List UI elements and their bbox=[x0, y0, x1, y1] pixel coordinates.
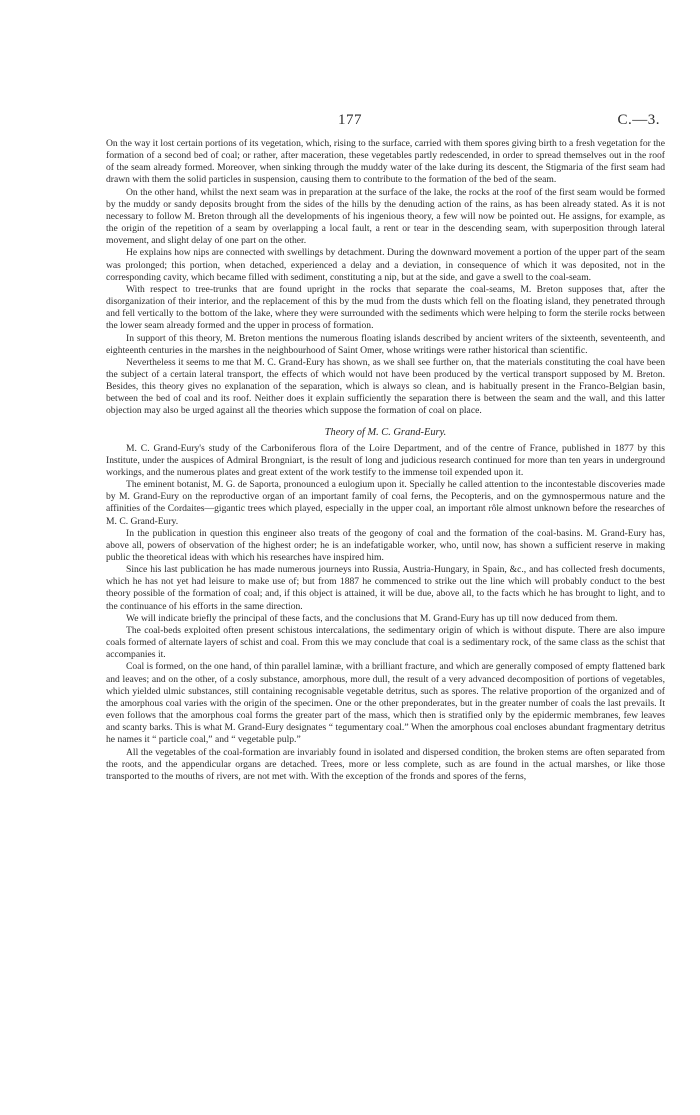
paragraph: Nevertheless it seems to me that M. C. Grand-Eury has shown, as we shall see further on, that the materials constituting the coal have been the subject of a certain lateral transport, the effects of which would not have been produced by the vertical transport supposed by M. Breton. Besides, this theory gives no explanation of the separation, which is always so clean, and is habitually present in the Franco-Belgian basin, between the bed of coal and its roof. Neither does it explain sufficiently the separation there is between the seam and the wall, and this latter objection may also be urged against all the theories which suppose the formation of coal on place. bbox=[106, 356, 665, 417]
paragraph: Coal is formed, on the one hand, of thin parallel laminæ, with a brilliant fracture, and which are generally composed of empty flattened bark and leaves; and on the other, of a cosly substance, amorphous, more dull, the result of a very advanced decomposition of portions of vegetables, which yielded ulmic substances, still containing recognisable vegetable detritus, such as spores. The relative proportion of the organized and of the amorphous coal varies with the origin of the specimen. One or the other preponderates, but in the greater number of coals the last prevails. It even follows that the amorphous coal forms the greater part of the mass, which then is stratified only by the epidermic membranes, few leaves and scanty barks. This is what M. Grand-Eury designates “ tegumentary coal.” When the amorphous coal encloses abundant fragmentary detritus he names it “ particle coal,” and “ vegetable pulp.” bbox=[106, 661, 665, 746]
paragraph: In the publication in question this engineer also treats of the geogony of coal and the formation of the coal-basins. M. Grand-Eury has, above all, powers of observation of the highest order; he is an indefatigable worker, who, until now, has shown a sufficient reserve in making public the theoretical ideas with which his researches have inspired him. bbox=[106, 527, 665, 563]
paragraph: With respect to tree-trunks that are found upright in the rocks that separate the coal-seams, M. Breton supposes that, after the disorganization of their interior, and the replacement of this by the mud from the dusts which fell on the floating island, they penetrated through and fell vertically to the bottom of the lake, where they were surrounded with the sediments which were helping to form the sterile rocks between the lower seam already formed and the upper in process of formation. bbox=[106, 283, 665, 332]
paragraph: M. C. Grand-Eury's study of the Carboniferous flora of the Loire Department, and of the centre of France, published in 1877 by this Institute, under the auspices of Admiral Brongniart, is the result of long and judicious research continued for more than ten years in underground workings, and the numerous plates and great extent of the work testify to the immense toil expended upon it. bbox=[106, 442, 665, 478]
section-reference: C.—3. bbox=[617, 112, 660, 128]
paragraph: He explains how nips are connected with swellings by detachment. During the downward movement a portion of the upper part of the seam was prolonged; this portion, when detached, experienced a delay and a deviation, in consequence of which it was deposited, not in the corresponding cavity, which became filled with sediment, constituting a nip, but at the side, and gave a swell to the coal-seam. bbox=[106, 247, 665, 283]
paragraph: Since his last publication he has made numerous journeys into Russia, Austria-Hungary, in Spain, &c., and has collected fresh documents, which he has not yet had leisure to make use of; but from 1887 he commenced to strike out the line which will probably conduct to the best theory possible of the formation of coal; and, if this object is attained, it will be due, above all, to the facts which he has brought to light, and to the continuance of his efforts in the same direction. bbox=[106, 564, 665, 612]
section-heading: Theory of M. C. Grand-Eury. bbox=[324, 426, 447, 438]
article-body bbox=[106, 138, 665, 783]
paragraph: We will indicate briefly the principal of these facts, and the conclusions that M. Grand-Eury has up till now deduced from them. bbox=[126, 612, 618, 624]
paragraph: In support of this theory, M. Breton mentions the numerous floating islands described by ancient writers of the sixteenth, seventeenth, and eighteenth centuries in the marshes in the neighbourhood of Saint Omer, whose writings were rather historical than scientific. bbox=[106, 332, 665, 356]
page-header bbox=[0, 112, 700, 132]
page-number: 177 bbox=[338, 112, 362, 128]
paragraph: The coal-beds exploited often present schistous intercalations, the sedimentary origin of which is without dispute. There are also impure coals formed of alternate layers of schist and coal. From this we may conclude that coal is a sedimentary rock, of the same class as the schist that accompanies it. bbox=[106, 624, 665, 661]
paragraph: On the other hand, whilst the next seam was in preparation at the surface of the lake, the rocks at the roof of the first seam would be formed by the muddy or sandy deposits brought from the sides of the hills by the denuding action of the rains, as has been already stated. As it is not necessary to follow M. Breton through all the developments of his ingenious theory, a few will now be pointed out. He assigns, for example, as the origin of the repetition of a seam by overlapping a local fault, a rent or tear in the descending seam, with superposition through lateral movement, and slight delay of one part on the other. bbox=[106, 186, 665, 247]
paragraph: All the vegetables of the coal-formation are invariably found in isolated and dispersed condition, the broken stems are often separated from the roots, and the appendicular organs are detached. Trees, more or less complete, such as are found in the actual marshes, or like those transported to the mouths of rivers, are not met with. With the exception of the fronds and spores of the ferns, bbox=[106, 746, 665, 782]
paragraph: The eminent botanist, M. G. de Saporta, pronounced a eulogium upon it. Specially he called attention to the incontestable discoveries made by M. Grand-Eury on the reproductive organ of an important family of coal ferns, the Pecopteris, and on the gymnospermous nature and the affinities of the Cordaites—gigantic trees which played, especially in the upper coal, an important rôle almost unknown before the researches of M. C. Grand-Eury. bbox=[106, 479, 665, 527]
paragraph: On the way it lost certain portions of its vegetation, which, rising to the surface, carried with them spores giving birth to a fresh vegetation for the formation of a second bed of coal; or rather, after maceration, these vegetables partly redescended, in order to spread themselves out in the roof of the seam already formed. Moreover, when sinking through the muddy water of the lake during its descent, the Stigmaria of the first seam had drawn with them the solid particles in suspension, causing them to contribute to the formation of the bed of the seam. bbox=[106, 138, 665, 186]
